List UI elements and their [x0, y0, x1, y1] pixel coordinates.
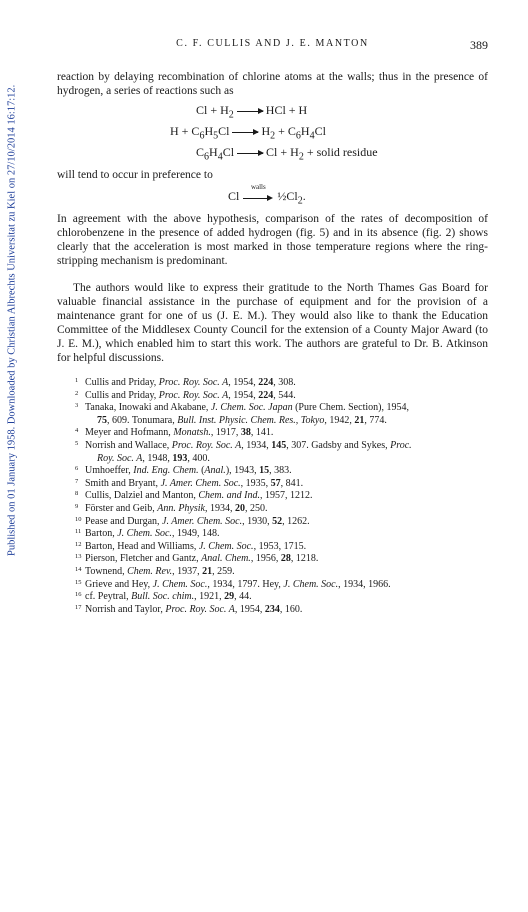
reference-text: , 160.	[279, 603, 303, 615]
eq4-lhs: Cl	[228, 189, 240, 203]
eq2-part: H	[300, 124, 310, 138]
reference-text: J. Chem. Soc.	[152, 578, 208, 590]
reference-text: J. Chem. Soc. Japan	[210, 402, 293, 414]
eq2-sub: 6	[199, 130, 205, 142]
reference-text: Chem. Rev.	[127, 565, 173, 577]
header-authors: C. F. CULLIS AND J. E. MANTON	[176, 38, 369, 49]
reference-item	[75, 528, 495, 541]
reference-number: 6	[75, 465, 79, 473]
eq4-sub: 2	[297, 195, 303, 207]
reference-text: Chem. and Ind.	[198, 490, 260, 502]
reference-text: 224	[258, 377, 274, 388]
reference-text: , 1942,	[324, 414, 355, 426]
reference-number: 15	[75, 578, 82, 586]
equation-2	[170, 124, 326, 141]
eq3-part: Cl + H	[266, 145, 299, 159]
eq1-rhs: HCl + H	[265, 103, 308, 117]
eq3-sub: 4	[217, 151, 223, 163]
reference-text: J. Amer. Chem. Soc.	[160, 477, 241, 489]
eq3-sub: 2	[298, 151, 304, 163]
eq4-end: .	[302, 189, 306, 203]
eq2-sub: 5	[213, 130, 219, 142]
reference-item	[75, 402, 495, 415]
equation-4	[228, 183, 306, 207]
reference-item	[75, 553, 495, 566]
reference-text: 21	[202, 565, 213, 577]
reference-number: 5	[75, 439, 79, 447]
reference-text: , 609. Tonumara,	[107, 414, 178, 426]
reaction-arrow-icon	[232, 132, 258, 133]
reference-text: 20	[234, 502, 245, 514]
eq2-part: Cl	[314, 124, 326, 138]
reference-text: , 1934,	[241, 439, 272, 451]
reference-text: , 1957, 1212.	[260, 490, 313, 502]
reference-number: 1	[75, 377, 79, 384]
reference-continuation	[75, 453, 495, 466]
reference-text: Cullis and Priday,	[85, 377, 159, 388]
reference-text: Proc. Roy. Soc. A	[171, 439, 242, 451]
eq4-rhs: Cl	[286, 189, 298, 203]
reference-item	[75, 440, 495, 453]
reference-text: Anal. Chem.	[201, 553, 251, 565]
reference-text: Anal.	[204, 465, 226, 477]
paragraph-agreement: In agreement with the above hypothesis, comparison of the rates of decomposition of chlorobenzene in the presence of added hydrogen (fig. 5) and in its absence (fig. 2) shows clearly that the acceleration is most marked in those temperature regions where the ring-stripping mechanism is predominant.	[57, 213, 488, 267]
reference-text: , 1934, 1797. Hey,	[207, 578, 284, 590]
reference-text: 28	[280, 553, 291, 565]
reference-text: , 1937,	[172, 565, 203, 577]
reference-text: Umhoeffer,	[85, 465, 134, 477]
eq1-lhs-sub: 2	[228, 109, 234, 121]
eq3-part: + solid residue	[303, 145, 378, 159]
reference-text: 38	[240, 427, 251, 439]
reference-text: (	[198, 465, 205, 477]
reference-item	[75, 579, 495, 592]
eq2-part: H + C	[170, 124, 200, 138]
walls-arrow-icon	[243, 183, 273, 204]
reference-text: , 250.	[244, 502, 268, 514]
reference-item	[75, 503, 495, 516]
reference-text: , 307. Gadsby and Sykes,	[286, 439, 391, 451]
reference-text: , 44.	[234, 591, 252, 603]
eq2-sub: 2	[270, 130, 276, 142]
reference-text: Barton, Head and Williams,	[85, 540, 199, 552]
reference-text: Proc.	[390, 439, 412, 451]
reference-text: 224	[258, 389, 274, 401]
reference-item	[75, 516, 495, 529]
reference-item	[75, 427, 495, 440]
reference-text: , 1953, 1715.	[253, 540, 307, 552]
reference-number: 11	[75, 528, 82, 536]
reference-text: , 1262.	[282, 515, 310, 527]
reference-text: , 259.	[212, 565, 235, 577]
reference-text: , 1954,	[228, 389, 259, 401]
reference-number: 7	[75, 477, 79, 485]
reference-number: 14	[75, 565, 82, 573]
reference-text: Tanaka, Inowaki and Akabane,	[85, 402, 211, 414]
reference-text: Barton,	[85, 528, 118, 540]
reference-text: , 1949, 148.	[171, 528, 220, 540]
reaction-arrow-icon	[237, 153, 263, 154]
reference-text: , 1956,	[250, 553, 281, 565]
reference-text: J. Chem. Soc.	[283, 578, 339, 590]
reference-text: (Pure Chem. Section), 1954,	[292, 402, 409, 414]
reference-text: ), 1943,	[225, 465, 260, 477]
reference-text: Norrish and Taylor,	[85, 603, 166, 615]
equation-3	[196, 145, 378, 162]
reference-number: 4	[75, 427, 79, 435]
eq2-sub: 4	[309, 130, 315, 142]
reference-text: , 544.	[273, 389, 296, 401]
reference-number: 12	[75, 540, 82, 548]
reference-text: Proc. Roy. Soc. A	[165, 603, 235, 615]
reference-text: , 1954,	[234, 603, 265, 615]
reference-text: 21	[354, 414, 365, 426]
reference-text: cf. Peytral,	[85, 591, 132, 603]
equation-1	[196, 103, 307, 120]
reference-text: , 1954,	[228, 377, 259, 388]
reference-continuation	[75, 415, 495, 428]
eq1-lhs: Cl + H	[196, 103, 229, 117]
reference-text: , 1921,	[194, 591, 225, 603]
reference-text: Cullis and Priday,	[85, 389, 159, 401]
reference-text: Smith and Bryant,	[85, 477, 161, 489]
reference-text: Meyer and Hofmann,	[85, 427, 174, 439]
references-list	[75, 377, 495, 616]
reference-text: Townend,	[85, 565, 128, 577]
reference-item	[75, 541, 495, 554]
download-watermark: Published on 01 January 1958. Downloaded by Christian Albrechts Universitat zu Kiel on 27/10/2014 16:17:12.	[6, 84, 18, 556]
paragraph-acknowledgements: The authors would like to express their gratitude to the North Thames Gas Board for valuable financial assistance in the purchase of equipment and for the provision of a maintenance grant for one of us (J. E. M.). They would also like to thank the Education Committee of the Middlesex County Council for the extension of a County Major Award (to J. E. M.), which enabled him to start this work. The authors are grateful to Dr. B. Atkinson for helpful discussions.	[57, 282, 488, 364]
reference-text: Förster and Geib,	[85, 502, 158, 514]
reference-text: , 1917,	[210, 427, 241, 439]
reference-text: 52	[272, 515, 283, 527]
reference-number: 16	[75, 591, 82, 599]
reference-number: 3	[75, 402, 79, 410]
reference-continuation-text	[85, 453, 210, 464]
reference-text: 75	[97, 414, 107, 426]
eq4-fraction: ½	[277, 189, 287, 203]
eq3-part: C	[196, 145, 205, 159]
paragraph-intro: reaction by delaying recombination of chlorine atoms at the walls; thus in the presence of hydrogen, a series of reactions such as	[57, 71, 488, 97]
reference-text: Norrish and Wallace,	[85, 439, 172, 451]
reference-continuation-text	[85, 415, 387, 426]
reference-item	[75, 591, 495, 604]
eq3-part: H	[209, 145, 218, 159]
reference-text: Roy. Soc. A	[97, 452, 143, 464]
paragraph-preference: will tend to occur in preference to	[57, 169, 213, 181]
reference-text: 193	[172, 452, 188, 464]
reference-text: , 1930,	[242, 515, 273, 527]
reference-text: , 1934, 1966.	[338, 578, 391, 590]
reference-text: , 1934,	[204, 502, 235, 514]
reference-item	[75, 465, 495, 478]
reference-text: , 1218.	[290, 553, 319, 565]
reference-text: 234	[264, 603, 280, 615]
eq2-part: Cl	[218, 124, 230, 138]
reference-text: , 141.	[250, 427, 274, 439]
running-header	[57, 38, 488, 54]
reference-text: Proc. Roy. Soc. A	[158, 389, 229, 401]
reference-text: Cullis, Dalziel and Manton,	[85, 490, 199, 502]
reference-text: 15	[259, 465, 270, 477]
reference-text: , 1948,	[142, 452, 173, 464]
reference-number: 9	[75, 502, 79, 510]
reference-text: J. Amer. Chem. Soc.	[162, 515, 243, 527]
walls-label: walls	[250, 183, 266, 192]
reference-text: Proc. Roy. Soc. A	[158, 377, 229, 388]
eq2-part: H	[204, 124, 214, 138]
reference-text: , 308.	[273, 377, 296, 388]
reference-text: Ann. Physik	[157, 502, 205, 514]
reference-item	[75, 566, 495, 579]
reference-text: Pierson, Fletcher and Gantz,	[85, 553, 202, 565]
reference-text: Pease and Durgan,	[85, 515, 163, 527]
reference-number: 10	[75, 515, 82, 523]
page-number: 389	[470, 38, 488, 52]
reference-number: 13	[75, 553, 82, 561]
reference-text: 29	[224, 591, 235, 603]
eq2-part: H	[261, 124, 271, 138]
reference-text: 57	[270, 477, 281, 489]
reference-text: Monatsh.	[173, 427, 211, 439]
reference-text: , 1935,	[240, 477, 271, 489]
reference-item	[75, 604, 495, 617]
reference-text: J. Chem. Soc.	[117, 528, 172, 540]
reference-item	[75, 478, 495, 491]
reference-text: Bull. Inst. Physic. Chem. Res., Tokyo	[177, 414, 325, 426]
reference-number: 8	[75, 490, 79, 498]
reference-text: Grieve and Hey,	[85, 578, 153, 590]
eq2-sub: 6	[295, 130, 301, 142]
eq2-part: + C	[275, 124, 296, 138]
reference-text: 145	[271, 439, 287, 451]
reference-text: Bull. Soc. chim.	[131, 591, 195, 603]
reference-number: 2	[75, 389, 79, 397]
reference-text: , 774.	[364, 414, 387, 426]
reference-text: , 841.	[280, 477, 304, 489]
reference-text: Ind. Eng. Chem.	[133, 465, 199, 477]
reference-text: J. Chem. Soc.	[198, 540, 254, 552]
reference-text: , 383.	[269, 465, 292, 477]
reference-text: , 400.	[187, 452, 210, 464]
reaction-arrow-icon	[237, 111, 263, 112]
reference-item	[75, 390, 495, 403]
eq3-part: Cl	[222, 145, 235, 159]
reference-item	[75, 377, 495, 390]
reference-item	[75, 490, 495, 503]
reference-number: 17	[75, 603, 82, 611]
eq3-sub: 6	[204, 151, 210, 163]
